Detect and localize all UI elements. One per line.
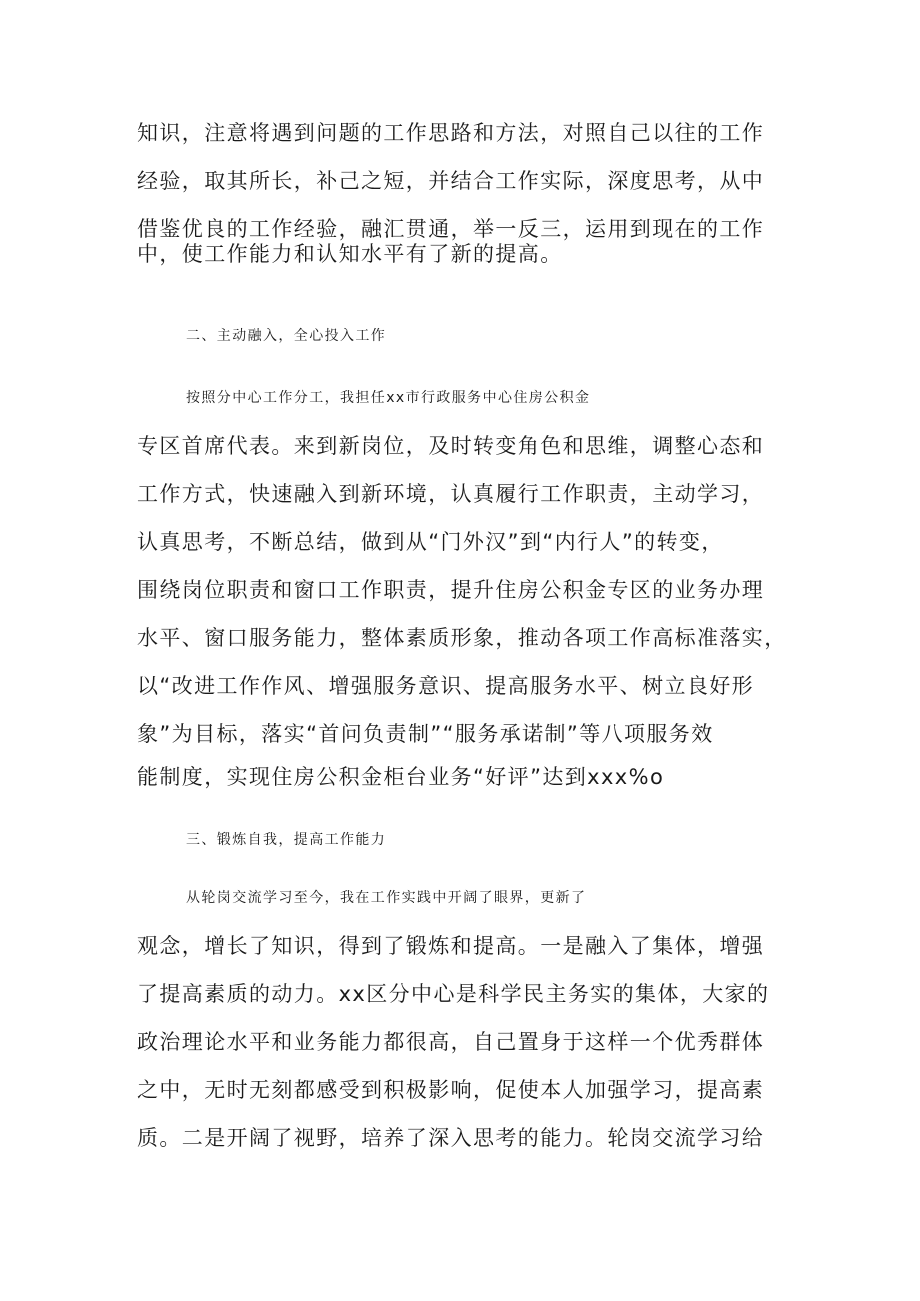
paragraph-line: 专区首席代表。来到新岗位，及时转变角色和思维，调整心态和 (137, 434, 765, 458)
paragraph-line: 按照分中心工作分工，我担任xx市行政服务中心住房公积金 (186, 390, 591, 406)
paragraph-line: 中，使工作能力和认知水平有了新的提高。 (137, 242, 563, 266)
paragraph-line: 经验，取其所长，补己之短，并结合工作实际，深度思考，从中 (137, 169, 765, 193)
paragraph-line: 之中，无时无刻都感受到积极影响，促使本人加强学习，提高素 (137, 1078, 765, 1102)
paragraph-line: 观念，增长了知识，得到了锻炼和提高。一是融入了集体，增强 (137, 934, 765, 958)
paragraph-line: 质。二是开阔了视野，培养了深入思考的能力。轮岗交流学习给 (137, 1126, 765, 1150)
paragraph-line: 政治理论水平和业务能力都很高，自己置身于这样一个优秀群体 (137, 1030, 765, 1054)
section-heading-3: 三、锻炼自我，提高工作能力 (186, 832, 387, 848)
paragraph-line: 从轮岗交流学习至今，我在工作实践中开阔了眼界，更新了 (186, 890, 587, 906)
paragraph-line: 围绕岗位职责和窗口工作职责，提升住房公积金专区的业务办理 (137, 578, 765, 602)
paragraph-line: 以“改进工作作风、增强服务意识、提高服务水平、树立良好形 (137, 674, 755, 698)
section-heading-2: 二、主动融入，全心投入工作 (186, 328, 387, 344)
paragraph-line: 知识，注意将遇到问题的工作思路和方法，对照自己以往的工作 (137, 121, 765, 145)
paragraph-line: 借鉴优良的工作经验，融汇贯通，举一反三，运用到现在的工作 (137, 217, 765, 241)
paragraph-line: 水平、窗口服务能力，整体素质形象，推动各项工作高标准落实， (137, 626, 787, 650)
paragraph-line: 了提高素质的动力。xx区分中心是科学民主务实的集体，大家的 (137, 982, 770, 1006)
paragraph-line: 工作方式，快速融入到新环境，认真履行工作职责，主动学习， (137, 482, 765, 506)
paragraph-line: 认真思考，不断总结，做到从“门外汉”到“内行人”的转变， (137, 530, 724, 554)
paragraph-line: 能制度，实现住房公积金柜台业务“好评”达到xxx%o (137, 765, 665, 789)
paragraph-line: 象”为目标，落实“首问负责制”“服务承诺制”等八项服务效 (137, 722, 714, 746)
